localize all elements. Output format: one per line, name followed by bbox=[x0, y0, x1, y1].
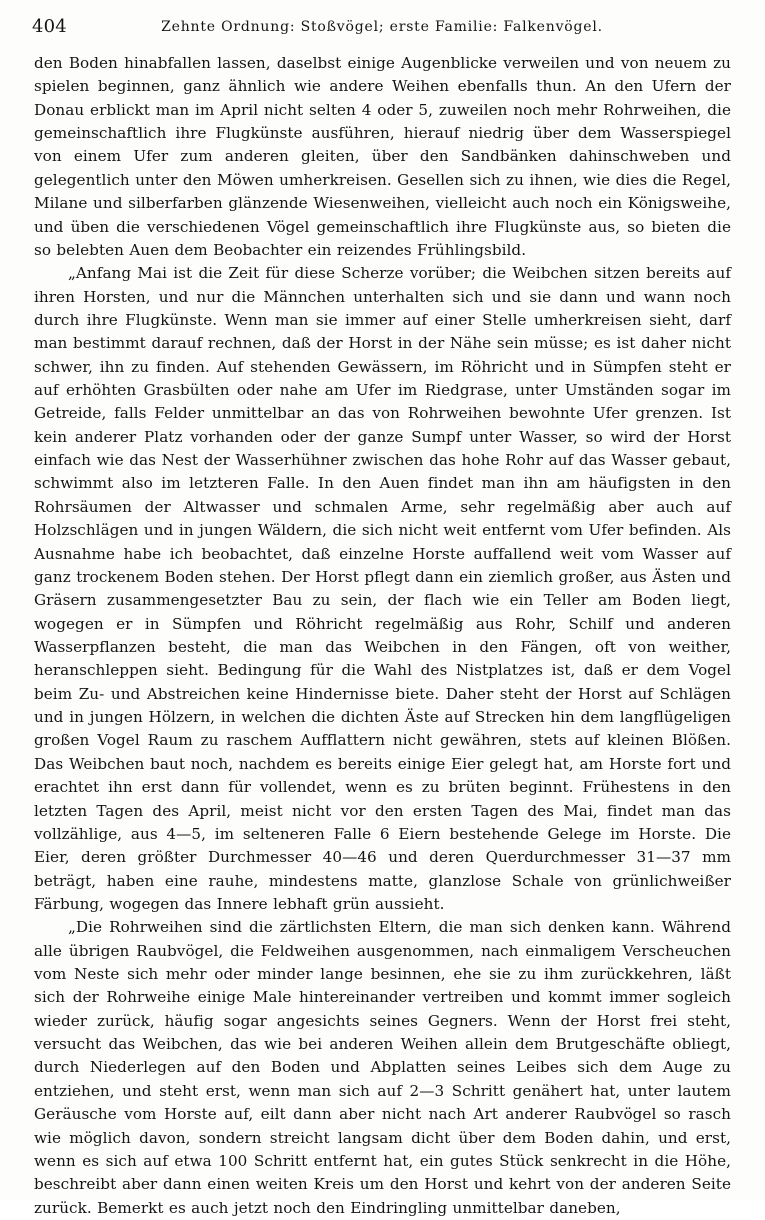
running-title: Zehnte Ordnung: Stoßvögel; erste Familie: Falkenvögel. bbox=[161, 19, 603, 35]
paragraph-continuation: den Boden hinabfallen lassen, daselbst einige Augenblicke verweilen und von neuem zu spielen beginnen, ganz ähnlich wie andere Weihen ebenfalls thun. An den Ufern der Donau erblickt man im April nicht selten 4 oder 5, zuweilen noch mehr Rohrweihen, die gemeinschaftlich ihre Flugkünste ausführen, hierauf niedrig über dem Wasserspiegel von einem Ufer zum anderen gleiten, über den Sandbänken dahinschweben und gelegentlich unter den Möwen umherkreisen. Gesellen sich zu ihnen, wie dies die Regel, Milane und silberfarben glänzende Wiesenweihen, vielleicht auch noch ein Königsweihe, und üben die verschiedenen Vögel gemeinschaftlich ihre Flugkünste aus, so bieten die so belebten Auen dem Beobachter ein reizendes Frühlingsbild. bbox=[34, 54, 731, 259]
body-text bbox=[34, 52, 731, 1220]
paragraph-parental-care: „Die Rohrweihen sind die zärtlichsten Eltern, die man sich denken kann. Während alle übrigen Raubvögel, die Feldweihen ausgenommen, nach einmaligem Verscheuchen vom Neste sich mehr oder minder lange besinnen, ehe sie zu ihm zurückkehren, läßt sich der Rohrweihe einige Male hintereinander vertreiben und kommt immer sogleich wieder zurück, häufig sogar angesichts seines Gegners. Wenn der Horst frei steht, versucht das Weibchen, das wie bei anderen Weihen allein dem Brutgeschäfte obliegt, durch Niederlegen auf den Boden und Abplatten seines Leibes sich dem Auge zu entziehen, und steht erst, wenn man sich auf 2—3 Schritt genähert hat, unter lautem Geräusche vom Horste auf, eilt dann aber nicht nach Art anderer Raubvögel so rasch wie möglich davon, sondern streicht langsam dicht über dem Boden dahin, und erst, wenn es sich auf etwa 100 Schritt entfernt hat, ein gutes Stück senkrecht in die Höhe, beschreibt aber dann einen weiten Kreis um den Horst und kehrt von der anderen Seite zurück. Bemerkt es auch jetzt noch den Eindringling unmittelbar daneben, bbox=[34, 918, 731, 1217]
running-head bbox=[32, 14, 732, 40]
page-number: 404 bbox=[32, 16, 67, 37]
paragraph-nesting: „Anfang Mai ist die Zeit für diese Scherze vorüber; die Weibchen sitzen bereits auf ihren Horsten, und nur die Männchen unterhalten sich und sie dann und wann noch durch ihre Flugkünste. Wenn man sie immer auf einer Stelle umherkreisen sieht, darf man bestimmt darauf rechnen, daß der Horst in der Nähe sein müsse; es ist daher nicht schwer, ihn zu finden. Auf stehenden Gewässern, im Röhricht und in Sümpfen steht er auf erhöhten Grasbülten oder nahe am Ufer im Riedgrase, unter Umständen sogar im Getreide, falls Felder unmittelbar an das von Rohrweihen bewohnte Ufer grenzen. Ist kein anderer Platz vorhanden oder der ganze Sumpf unter Wasser, so wird der Horst einfach wie das Nest der Wasserhühner zwischen das hohe Rohr auf das Wasser gebaut, schwimmt also im letzteren Falle. In den Auen findet man ihn am häufigsten in den Rohrsäumen der Altwasser und schmalen Arme, sehr regelmäßig aber auch auf Holzschlägen und in jungen Wäldern, die sich nicht weit entfernt vom Ufer befinden. Als Ausnahme habe ich beobachtet, daß einzelne Horste auffallend weit vom Wasser auf ganz trockenem Boden stehen. Der Horst pflegt dann ein ziemlich großer, aus Ästen und Gräsern zusammengesetzter Bau zu sein, der flach wie ein Teller am Boden liegt, wogegen er in Sümpfen und Röhricht regelmäßig aus Rohr, Schilf und anderen Wasserpflanzen besteht, die man das Weibchen in den Fängen, oft von weither, heranschleppen sieht. Bedingung für die Wahl des Nistplatzes ist, daß er dem Vogel beim Zu- und Abstreichen keine Hindernisse biete. Daher steht der Horst auf Schlägen und in jungen Hölzern, in welchen die dichten Äste auf Strecken hin dem langflügeligen großen Vogel Raum zu raschem Aufflattern nicht gewähren, stets auf kleinen Blößen. Das Weibchen baut noch, nachdem es bereits einige Eier gelegt hat, am Horste fort und erachtet ihn erst dann für vollendet, wenn es zu brüten beginnt. Frühestens in den letzten Tagen des April, meist nicht vor den ersten Tagen des Mai, findet man das vollzählige, aus 4—5, im selteneren Falle 6 Eiern bestehende Gelege im Horste. Die Eier, deren größter Durchmesser 40—46 und deren Querdurchmesser 31—37 mm beträgt, haben eine rauhe, mindestens matte, glanzlose Schale von grünlichweißer Färbung, wogegen das Innere lebhaft grün aussieht. bbox=[34, 264, 731, 913]
